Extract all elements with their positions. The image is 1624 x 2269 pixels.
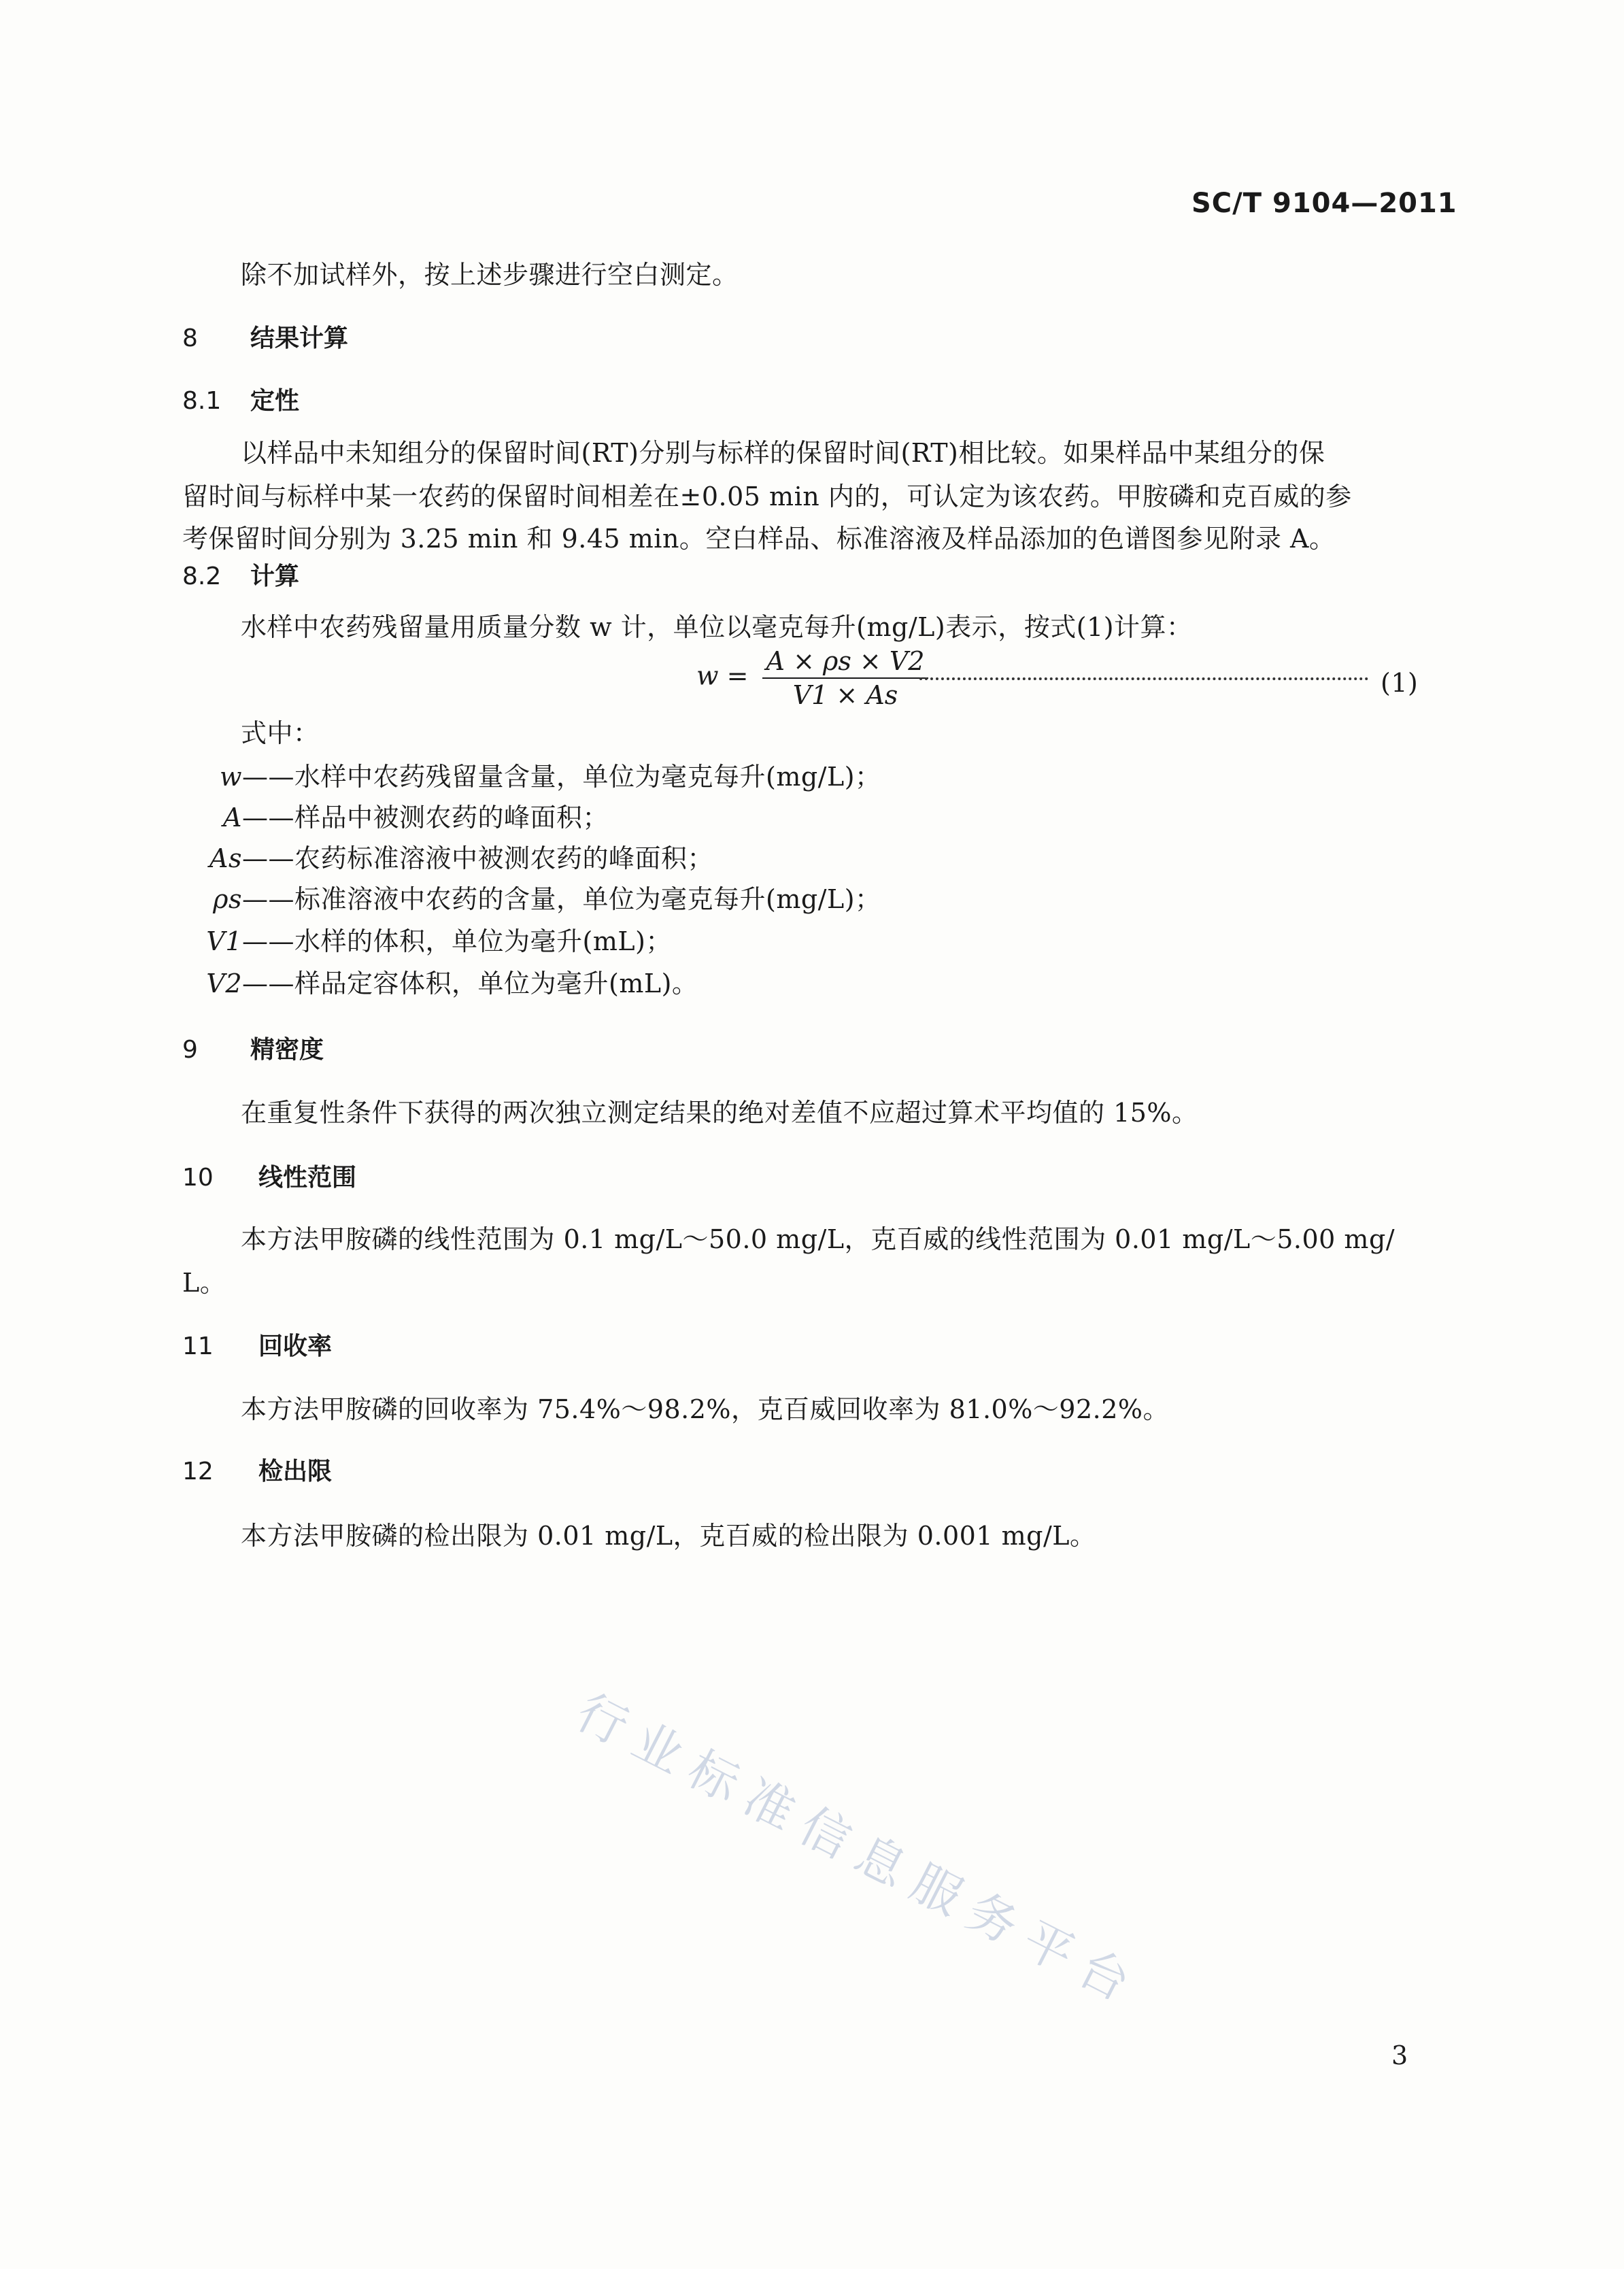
linear-range-line-1: 本方法甲胺磷的线性范围为 0.1 mg/L～50.0 mg/L，克百威的线性范围为 0.01 mg/L～5.00 mg/ — [241, 1224, 1395, 1254]
calculation-intro: 水样中农药残留量用质量分数 w 计，单位以毫克每升(mg/L)表示，按式(1)计算： — [241, 612, 1193, 642]
variable-description: ——农药标准溶液中被测农药的峰面积； — [242, 843, 714, 873]
section-8-2-heading — [182, 562, 299, 592]
watermark: 行业标准信息服务平台 — [567, 1683, 1151, 2018]
variable-symbol: V2 — [206, 969, 242, 998]
section-11-heading — [182, 1332, 332, 1362]
variable-description: ——样品定容体积，单位为毫升(mL)。 — [242, 969, 698, 998]
section-title: 检出限 — [258, 1458, 333, 1485]
section-number: 12 — [182, 1458, 214, 1485]
formula-fraction — [762, 646, 929, 710]
qualitative-line-1: 以样品中未知组分的保留时间(RT)分别与标样的保留时间(RT)相比较。如果样品中某组分的保 — [241, 438, 1325, 468]
variable-definition — [170, 843, 713, 873]
linear-range-line-2: L。 — [182, 1268, 226, 1298]
variable-symbol: w — [219, 762, 242, 792]
where-label: 式中： — [241, 718, 320, 748]
formula-leader-dots — [919, 677, 1368, 680]
page-number: 3 — [1391, 2040, 1408, 2070]
section-title: 定性 — [250, 387, 300, 415]
formula-denominator: V1 × As — [792, 680, 898, 710]
qualitative-line-3: 考保留时间分别为 3.25 min 和 9.45 min。空白样品、标准溶液及样品添加的色谱图参见附录 A。 — [182, 524, 1336, 554]
section-title: 计算 — [250, 562, 300, 590]
recovery-paragraph: 本方法甲胺磷的回收率为 75.4%～98.2%，克百威回收率为 81.0%～92.2%。 — [241, 1394, 1170, 1424]
variable-definition — [170, 803, 609, 833]
section-12-heading — [182, 1457, 332, 1487]
section-number: 8 — [182, 324, 198, 352]
detection-limit-paragraph: 本方法甲胺磷的检出限为 0.01 mg/L，克百威的检出限为 0.001 mg/L。 — [241, 1521, 1096, 1551]
section-number: 8.1 — [182, 387, 222, 415]
section-number: 9 — [182, 1036, 198, 1064]
section-title: 精密度 — [250, 1036, 324, 1064]
section-title: 结果计算 — [250, 324, 349, 352]
variable-definition — [170, 762, 881, 792]
qualitative-line-2: 留时间与标样中某一农药的保留时间相差在±0.05 min 内的，可认定为该农药。甲胺磷和克百威的参 — [182, 482, 1352, 511]
section-8-heading — [182, 324, 348, 354]
precision-paragraph: 在重复性条件下获得的两次独立测定结果的绝对差值不应超过算术平均值的 15%。 — [241, 1098, 1198, 1128]
section-9-heading — [182, 1035, 324, 1065]
formula-1 — [696, 646, 934, 710]
equation-label: (1) — [1381, 668, 1419, 698]
variable-definition — [170, 926, 672, 956]
variable-description: ——水样中农药残留量含量，单位为毫克每升(mg/L)； — [242, 762, 881, 792]
variable-description: ——标准溶液中农药的含量，单位为毫克每升(mg/L)； — [242, 884, 881, 914]
variable-symbol: A — [223, 803, 242, 833]
variable-symbol: As — [209, 843, 242, 873]
section-number: 8.2 — [182, 562, 222, 590]
variable-description: ——水样的体积，单位为毫升(mL)； — [242, 926, 672, 956]
formula-numerator: A × ρs × V2 — [762, 646, 929, 679]
variable-symbol: ρs — [213, 884, 242, 914]
variable-symbol: V1 — [206, 926, 242, 956]
variable-definition — [170, 884, 881, 914]
section-title: 线性范围 — [258, 1164, 357, 1192]
blank-test-paragraph: 除不加试样外，按上述步骤进行空白测定。 — [241, 260, 739, 290]
formula-lhs: w = — [696, 660, 749, 691]
section-number: 10 — [182, 1164, 214, 1192]
variable-definition — [170, 969, 698, 998]
section-8-1-heading — [182, 386, 299, 416]
variable-description: ——样品中被测农药的峰面积； — [242, 803, 609, 833]
section-10-heading — [182, 1163, 356, 1193]
section-title: 回收率 — [258, 1332, 333, 1360]
document-number: SC/T 9104—2011 — [1191, 188, 1457, 219]
section-number: 11 — [182, 1332, 214, 1360]
